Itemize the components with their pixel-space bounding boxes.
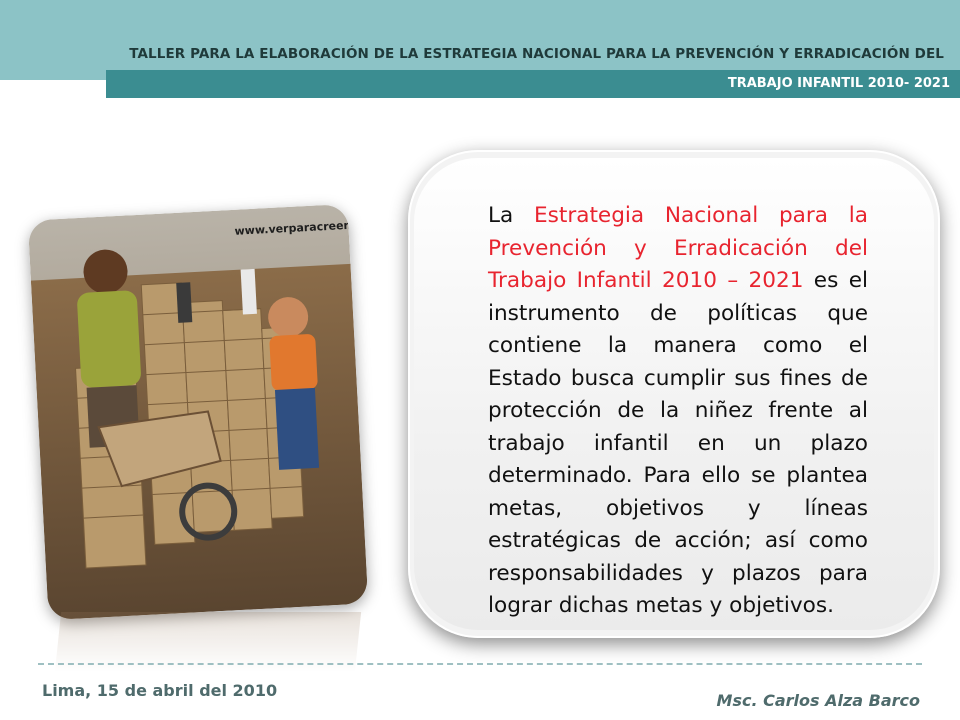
intro-text: La	[488, 203, 534, 228]
photo-watermark: www.verparacreer.be	[234, 217, 368, 238]
slide-title-line1: TALLER PARA LA ELABORACIÓN DE LA ESTRATEGIA NACIONAL PARA LA PREVENCIÓN Y ERRADICACIÓN DEL	[129, 46, 944, 62]
slide-title-line2: TRABAJO INFANTIL 2010- 2021	[727, 76, 950, 91]
strategy-description	[488, 200, 868, 623]
strategy-name: Estrategia Nacional para la Prevención y Erradicación del Trabajo Infantil 2010 – 2021	[488, 203, 868, 293]
child-labor-photo	[28, 204, 368, 620]
photo-illustration	[28, 204, 368, 620]
footer-divider	[38, 663, 922, 665]
body-text: es el instrumento de políticas que contiene la manera como el Estado busca cumplir sus fines de protección de la niñez frente al trabajo infantil en un plazo determinado. Para ello se plantea metas, objetivos y líneas estratégicas de acción; así como responsabilidades y plazos para lograr dichas metas y objetivos.	[488, 268, 868, 618]
header-band	[0, 0, 960, 80]
author-name: Msc. Carlos Alza Barco	[716, 691, 920, 710]
place-date: Lima, 15 de abril del 2010	[42, 681, 278, 700]
